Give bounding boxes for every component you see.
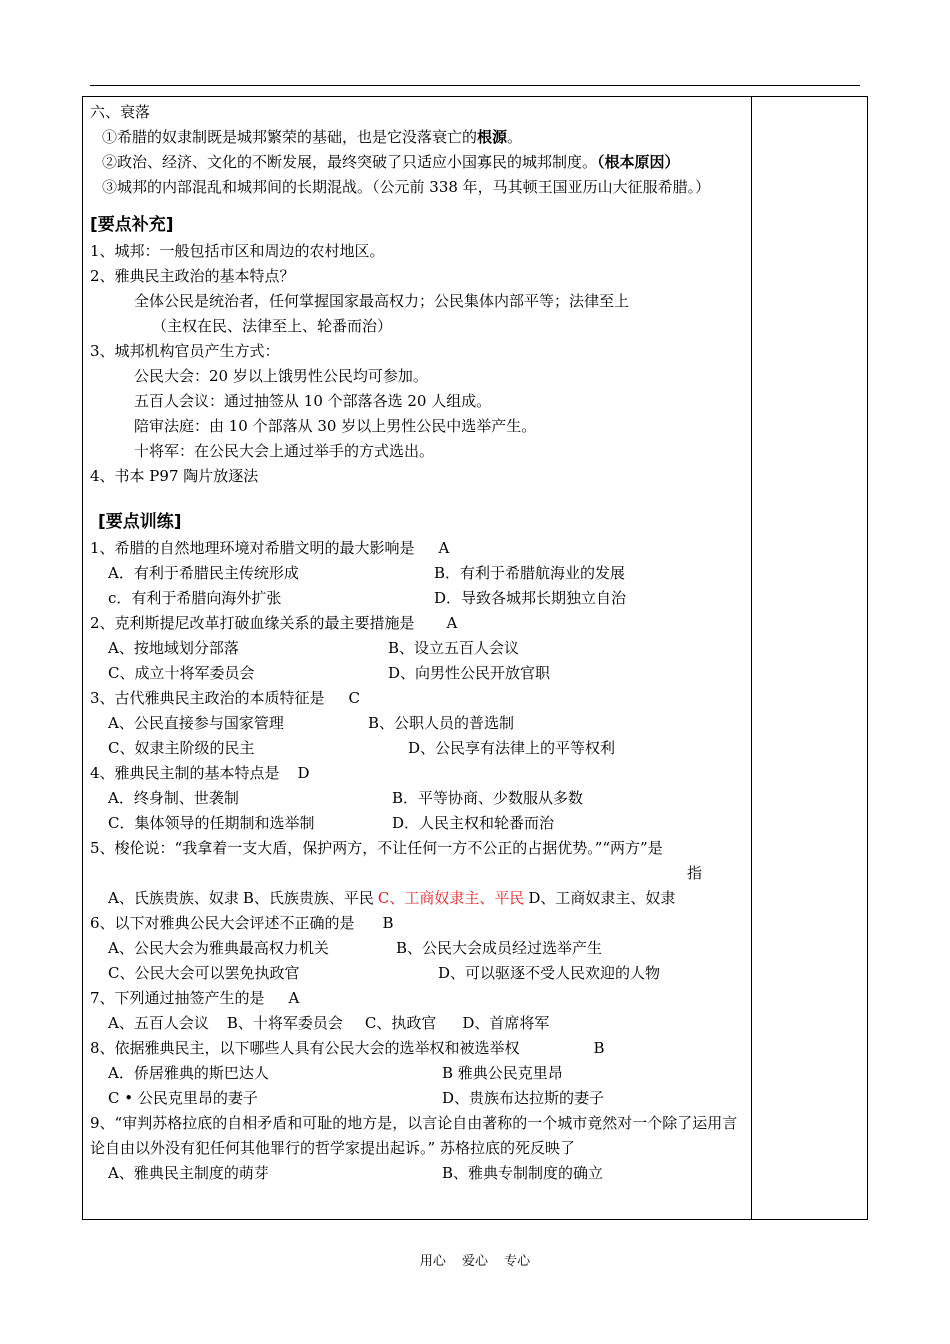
option-row: A．终身制、世袭制 B．平等协商、少数服从多数 [108,789,584,807]
question-stem: 2、克利斯提尼改革打破血缘关系的最主要措施是 A [90,611,746,636]
header-rule [90,85,860,86]
question-stem-end: 指 [686,864,702,882]
supplement-line: 陪审法庭：由 10 个部落从 30 岁以上男性公民中选举产生。 [134,417,537,435]
page-footer [0,1250,950,1269]
option-row: A、按地域划分部落 B、设立五百人会议 [108,639,520,657]
supplement-line: 五百人会议：通过抽签从 10 个部落各选 20 人组成。 [134,392,492,410]
decline-point-1: ①希腊的奴隶制既是城邦繁荣的基础，也是它没落衰亡的根源。 [102,128,523,146]
footer-text: 用心 [419,1254,446,1269]
supplement-line: 1、城邦：一般包括市区和周边的农村地区。 [90,242,385,260]
main-cell [90,100,746,1186]
option-row: A、雅典民主制度的萌芽 B、雅典专制制度的确立 [108,1164,604,1182]
side-column-divider [751,96,752,1220]
option-row: c．有利于希腊向海外扩张 D．导致各城邦长期独立自治 [108,589,627,607]
option-row: A．侨居雅典的斯巴达人 B 雅典公民克里昂 [108,1064,563,1082]
decline-point-2: ②政治、经济、文化的不断发展，最终突破了只适应小国寡民的城邦制度。（根本原因） [102,153,680,171]
decline-point-3: ③城邦的内部混乱和城邦间的长期混战。（公元前 338 年，马其顿王国亚历山大征服希腊。） [102,178,711,196]
question-stem: 7、下列通过抽签产生的是 A [90,986,746,1011]
training-heading: [要点训练] [98,512,182,532]
supplement-line: 十将军：在公民大会上通过举手的方式选出。 [134,442,435,460]
question-stem: 4、雅典民主制的基本特点是 D [90,761,746,786]
highlighted-option: C、工商奴隶主、平民 [377,889,525,907]
supplement-line: 3、城邦机构官员产生方式： [90,342,280,360]
footer-text: 爱心 [461,1254,488,1269]
option-row: C、奴隶主阶级的民主 D、公民享有法律上的平等权利 [108,739,616,757]
answer-key: C [348,689,361,707]
option-row: A、五百人会议 B、十将军委员会 C、执政官 D、首席将军 [108,1014,550,1032]
option-row: A、公民大会为雅典最高权力机关 B、公民大会成员经过选举产生 [108,939,603,957]
supplement-line: 4、书本 P97 陶片放逐法 [90,467,259,485]
question-stem: 9、“审判苏格拉底的自相矛盾和可耻的地方是，以言论自由著称的一个城市竟然对一个除了运用言论自由以外没有犯任何其他罪行的哲学家提出起诉。” 苏格拉底的死反映了 [90,1114,738,1157]
supplement-line: （主权在民、法律至上、轮番而治） [152,317,393,335]
option-row: A、氏族贵族、奴隶 B、氏族贵族、平民 C、工商奴隶主、平民 D、工商奴隶主、奴隶 [108,889,676,907]
answer-key: D [297,764,310,782]
supplement-heading: [要点补充] [90,215,174,235]
answer-key: A [288,989,300,1007]
option-row: C、公民大会可以罢免执政官 D、可以驱逐不受人民欢迎的人物 [108,964,661,982]
answer-key: B [382,914,394,932]
question-stem: 6、以下对雅典公民大会评述不正确的是 B [90,911,746,936]
answer-key: A [438,539,450,557]
option-row: C．集体领导的任期制和选举制 D．人民主权和轮番而治 [108,814,555,832]
footer-text: 专心 [504,1254,531,1269]
option-row: A、公民直接参与国家管理 B、公职人员的普选制 [108,714,515,732]
question-stem: 1、希腊的自然地理环境对希腊文明的最大影响是 A [90,536,746,561]
answer-key: B [593,1039,605,1057]
supplement-line: 全体公民是统治者，任何掌握国家最高权力；公民集体内部平等；法律至上 [134,292,630,310]
decline-title: 六、衰落 [90,103,151,121]
supplement-line: 公民大会：20 岁以上饿男性公民均可参加。 [134,367,428,385]
question-stem: 3、古代雅典民主政治的本质特征是 C [90,686,746,711]
supplement-line: 2、雅典民主政治的基本特点？ [90,267,295,285]
answer-key: A [446,614,458,632]
question-stem: 8、依据雅典民主，以下哪些人具有公民大会的选举权和被选举权 B [90,1036,746,1061]
option-row: C • 公民克里昂的妻子 D、贵族布达拉斯的妻子 [108,1089,605,1107]
option-row: C、成立十将军委员会 D、向男性公民开放官职 [108,664,551,682]
option-row: A．有利于希腊民主传统形成 B．有利于希腊航海业的发展 [108,564,626,582]
question-stem: 5、梭伦说：“我拿着一支大盾，保护两方，不让任何一方不公正的占据优势。”“两方”是 [90,839,663,857]
